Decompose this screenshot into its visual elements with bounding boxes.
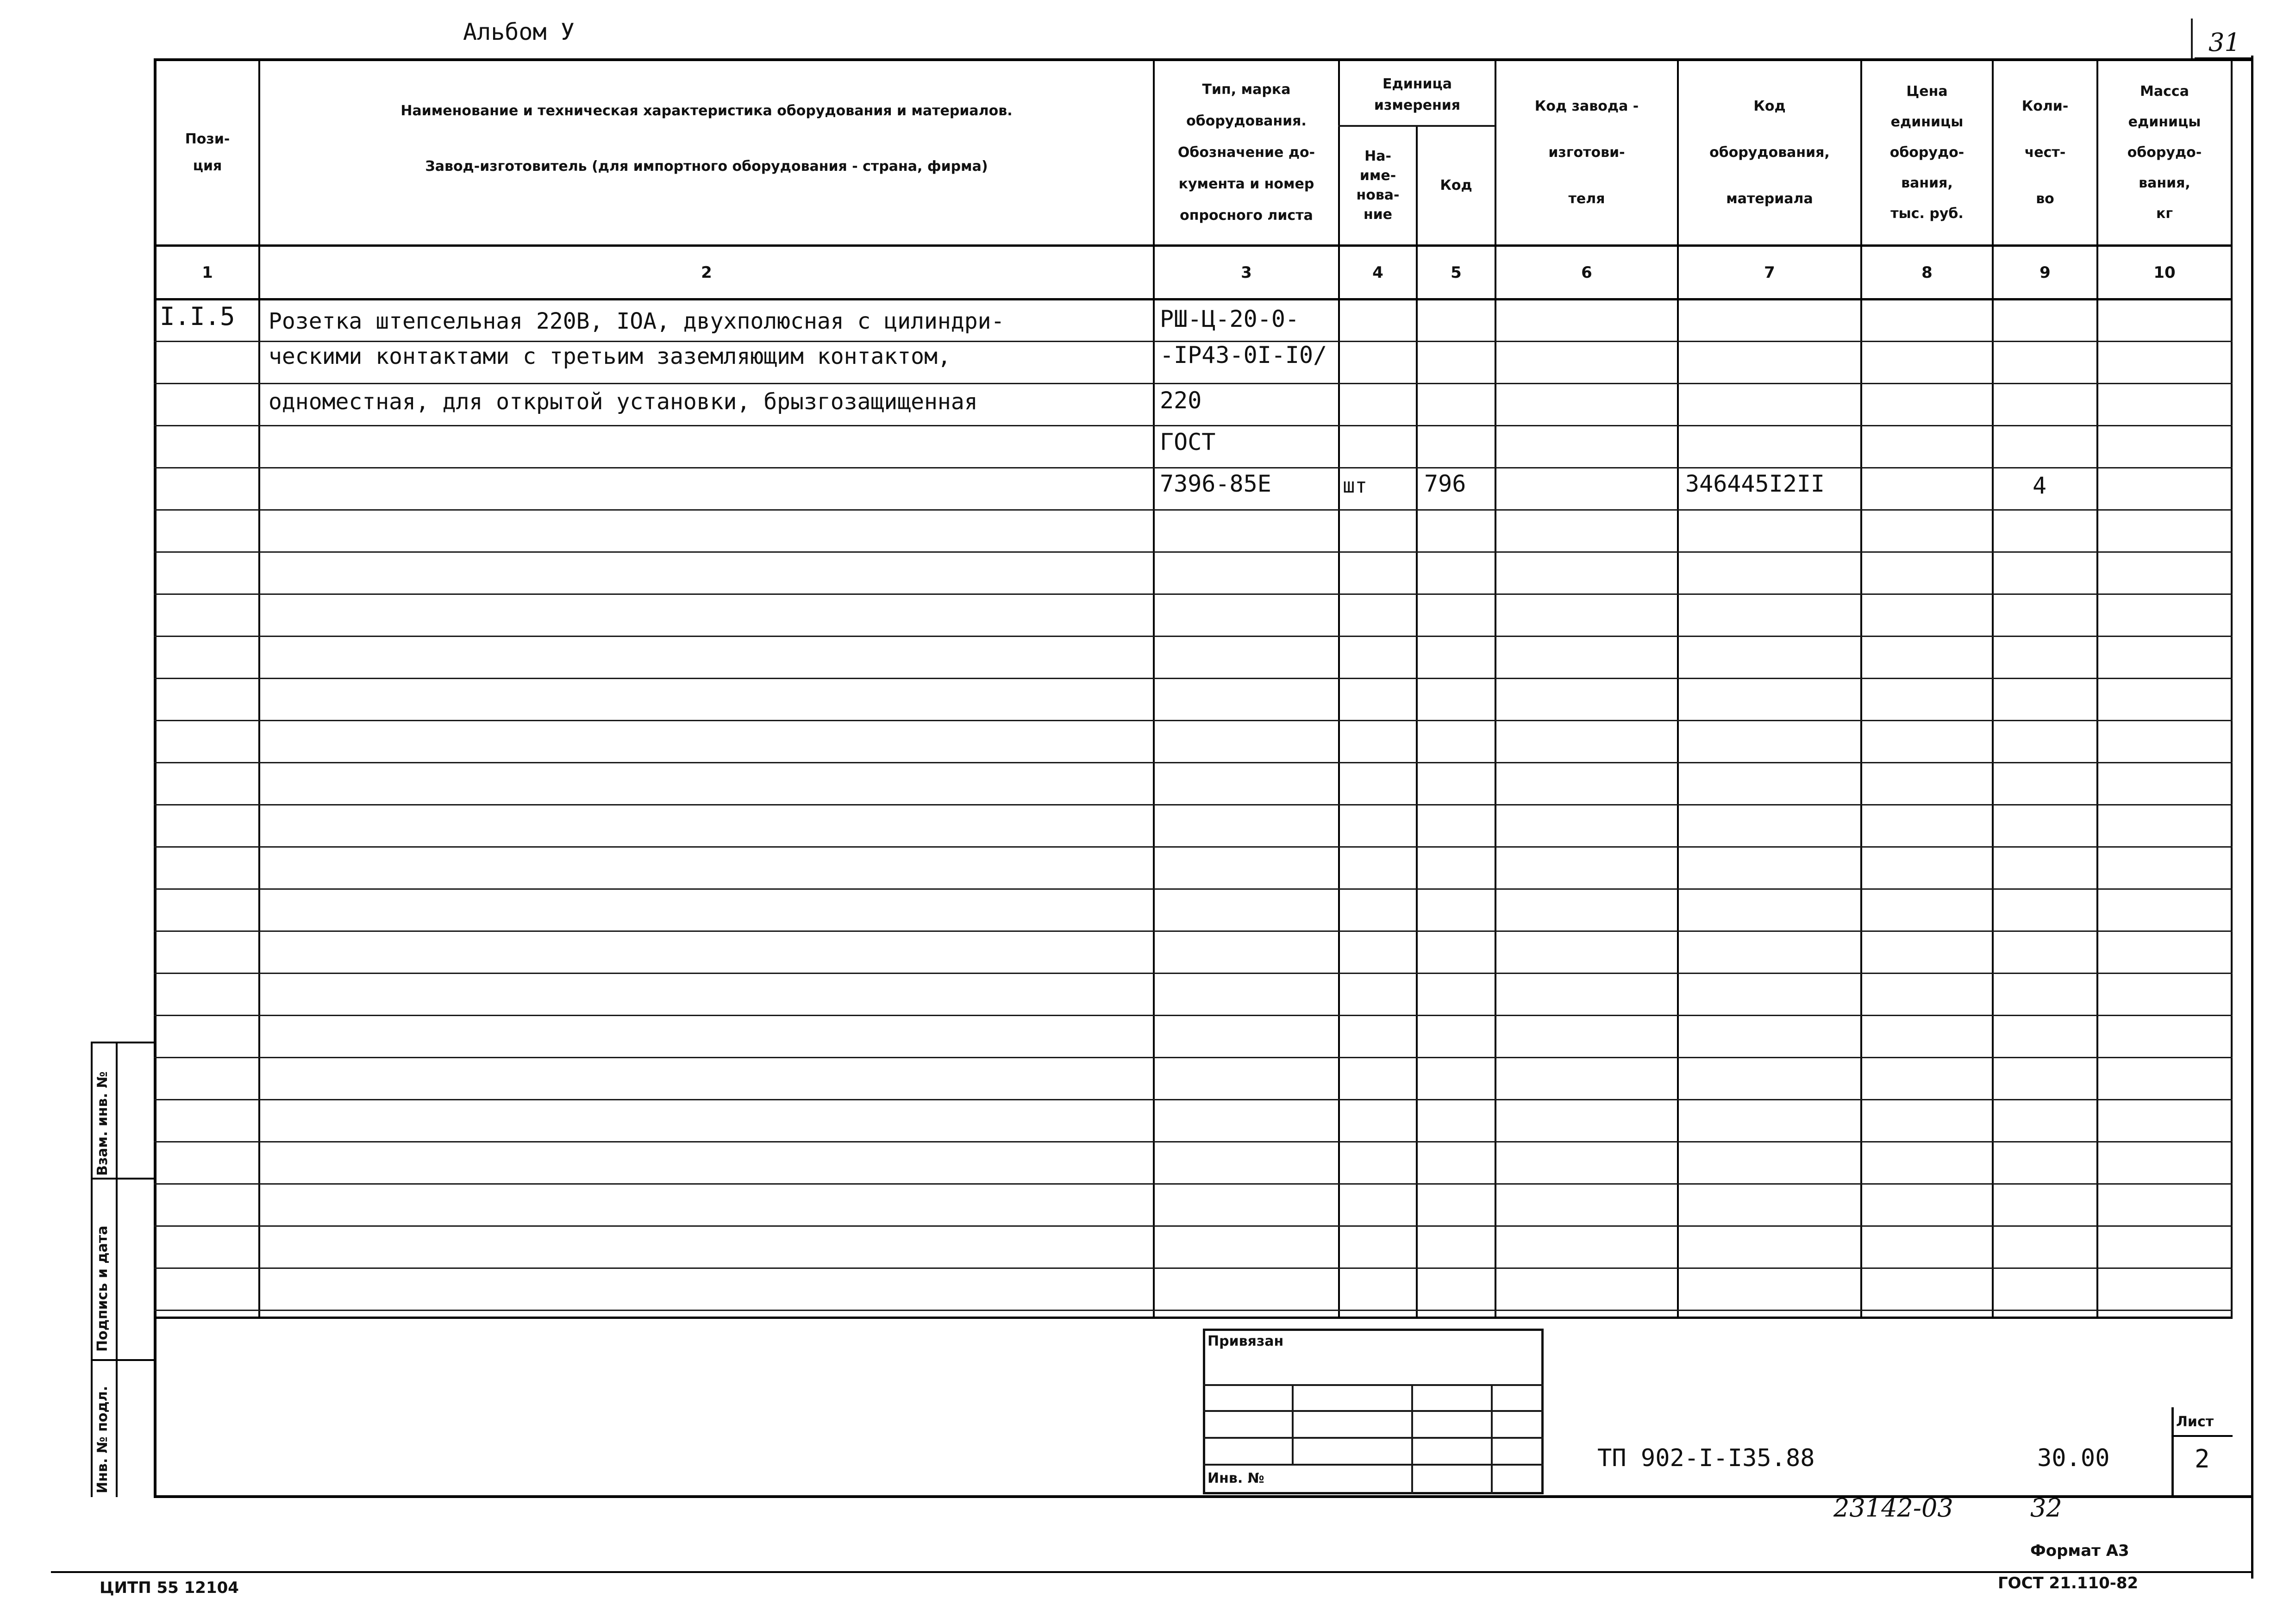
row-line <box>154 425 2233 426</box>
row5-unit-code: 796 <box>1424 470 1466 497</box>
header-bottom <box>154 244 2233 247</box>
row-line <box>154 846 2233 848</box>
col-divider-10 <box>2231 58 2233 1318</box>
row-line <box>154 1310 2233 1311</box>
header-factory-code: Код завода - изготови- теля <box>1534 98 1639 207</box>
row-line <box>154 509 2233 511</box>
header-price: Цена единицы оборудо- вания, тыс. руб. <box>1889 83 1964 222</box>
footer-line <box>51 1571 2253 1573</box>
stamp-vline-1 <box>1292 1384 1294 1464</box>
colnum-9: 9 <box>2039 263 2051 282</box>
side-stamp-left <box>91 1042 93 1497</box>
row-line <box>154 551 2233 553</box>
colnum-3: 3 <box>1241 263 1252 282</box>
sheet-box-divider <box>2171 1435 2233 1437</box>
right-border <box>2251 56 2253 1579</box>
row-line <box>154 720 2233 721</box>
header-position: Пози- ция <box>185 131 230 174</box>
unit-header-divider <box>1338 125 1495 127</box>
row-line <box>154 593 2233 595</box>
row5-unit: шт <box>1343 474 1367 498</box>
row-line <box>154 1141 2233 1142</box>
row3-name: одноместная, для открытой установки, брызгозащищенная <box>269 389 978 415</box>
row-line <box>154 804 2233 805</box>
header-name-line2: Завод-изготовитель (для импортного оборудования - страна, фирма) <box>425 158 988 175</box>
header-type: Тип, марка оборудования. Обозначение до- кумента и номер опросного листа <box>1177 81 1315 224</box>
row4-type: ГОСТ <box>1160 429 1216 456</box>
sheet-number: 2 <box>2195 1444 2210 1473</box>
table-bottom <box>154 1317 2233 1319</box>
page-number: 31 <box>2208 28 2240 57</box>
document-code: ТП 902-I-I35.88 <box>1597 1444 1815 1472</box>
row3-type: 220 <box>1160 387 1202 414</box>
stamp-vline-3 <box>1491 1384 1493 1494</box>
row2-type: -IP43-0I-I0/ <box>1160 342 1327 368</box>
row-line <box>154 1225 2233 1227</box>
colnum-2: 2 <box>701 263 712 282</box>
colnum-8: 8 <box>1921 263 1933 282</box>
row1-name: Розетка штепсельная 220В, IОА, двухполюсная с цилиндри- <box>269 308 1005 334</box>
header-mass: Масса единицы оборудо- вания, кг <box>2127 83 2202 222</box>
row-line <box>154 930 2233 932</box>
colnum-10: 10 <box>2153 263 2176 282</box>
row-line <box>154 1099 2233 1100</box>
row-line <box>154 1267 2233 1269</box>
colnum-bottom <box>154 298 2233 300</box>
album-title: Альбом У <box>463 19 575 45</box>
header-equip-code: Код оборудования, материала <box>1709 98 1830 207</box>
row5-equip-code: 346445I2II <box>1685 470 1825 497</box>
row-line <box>154 1015 2233 1016</box>
format-label: Формат А3 <box>2030 1542 2129 1560</box>
side-vzam-label: Взам. инв. № <box>94 1071 111 1176</box>
gost-label: ГОСТ 21.110-82 <box>1998 1574 2139 1592</box>
privyazan-label: Привязан <box>1207 1333 1284 1349</box>
row-line <box>154 636 2233 637</box>
row1-position: I.I.5 <box>160 302 235 331</box>
side-podpis-label: Подпись и дата <box>94 1225 111 1352</box>
side-stamp-inner <box>116 1042 118 1497</box>
header-unit: Единица измерения <box>1374 76 1461 113</box>
colnum-7: 7 <box>1764 263 1775 282</box>
row1-type: РШ-Ц-20-0- <box>1160 306 1300 332</box>
row-line <box>154 1183 2233 1185</box>
side-stamp-top <box>91 1042 156 1043</box>
row-line <box>154 383 2233 384</box>
sheet-label: Лист <box>2176 1414 2214 1430</box>
row-line <box>154 467 2233 468</box>
header-unit-name: На- име- нова- ние <box>1356 148 1400 223</box>
page-number-divider <box>2191 19 2193 60</box>
col-divider-4 <box>1416 125 1418 1318</box>
stamp-vline-2 <box>1411 1384 1413 1494</box>
colnum-5: 5 <box>1451 263 1462 282</box>
colnum-6: 6 <box>1581 263 1592 282</box>
frame-top <box>154 58 2251 61</box>
order-sheet: 32 <box>2030 1493 2062 1523</box>
header-unit-code: Код <box>1440 177 1472 194</box>
row-line <box>154 973 2233 974</box>
header-name-line1: Наименование и техническая характеристика оборудования и материалов. <box>400 103 1013 119</box>
row5-type: 7396-85Е <box>1160 470 1271 497</box>
side-stamp-divider-2 <box>91 1359 156 1361</box>
order-number: 23142-03 <box>1833 1493 1953 1523</box>
row5-qty: 4 <box>2033 472 2047 499</box>
side-inv-label: Инв. № подл. <box>94 1386 111 1493</box>
inv-no-label: Инв. № <box>1207 1470 1264 1486</box>
row-line <box>154 678 2233 679</box>
row-line <box>154 762 2233 763</box>
row-line <box>154 888 2233 890</box>
section-code: 30.00 <box>2037 1444 2110 1472</box>
side-stamp-divider-1 <box>91 1178 156 1180</box>
row-line <box>154 1057 2233 1058</box>
citp-label: ЦИТП 55 12104 <box>100 1579 239 1597</box>
colnum-1: 1 <box>202 263 213 282</box>
row2-name: ческими контактами с третьим заземляющим контактом, <box>269 343 951 369</box>
header-qty: Коли- чест- во <box>2021 98 2069 207</box>
colnum-4: 4 <box>1372 263 1383 282</box>
